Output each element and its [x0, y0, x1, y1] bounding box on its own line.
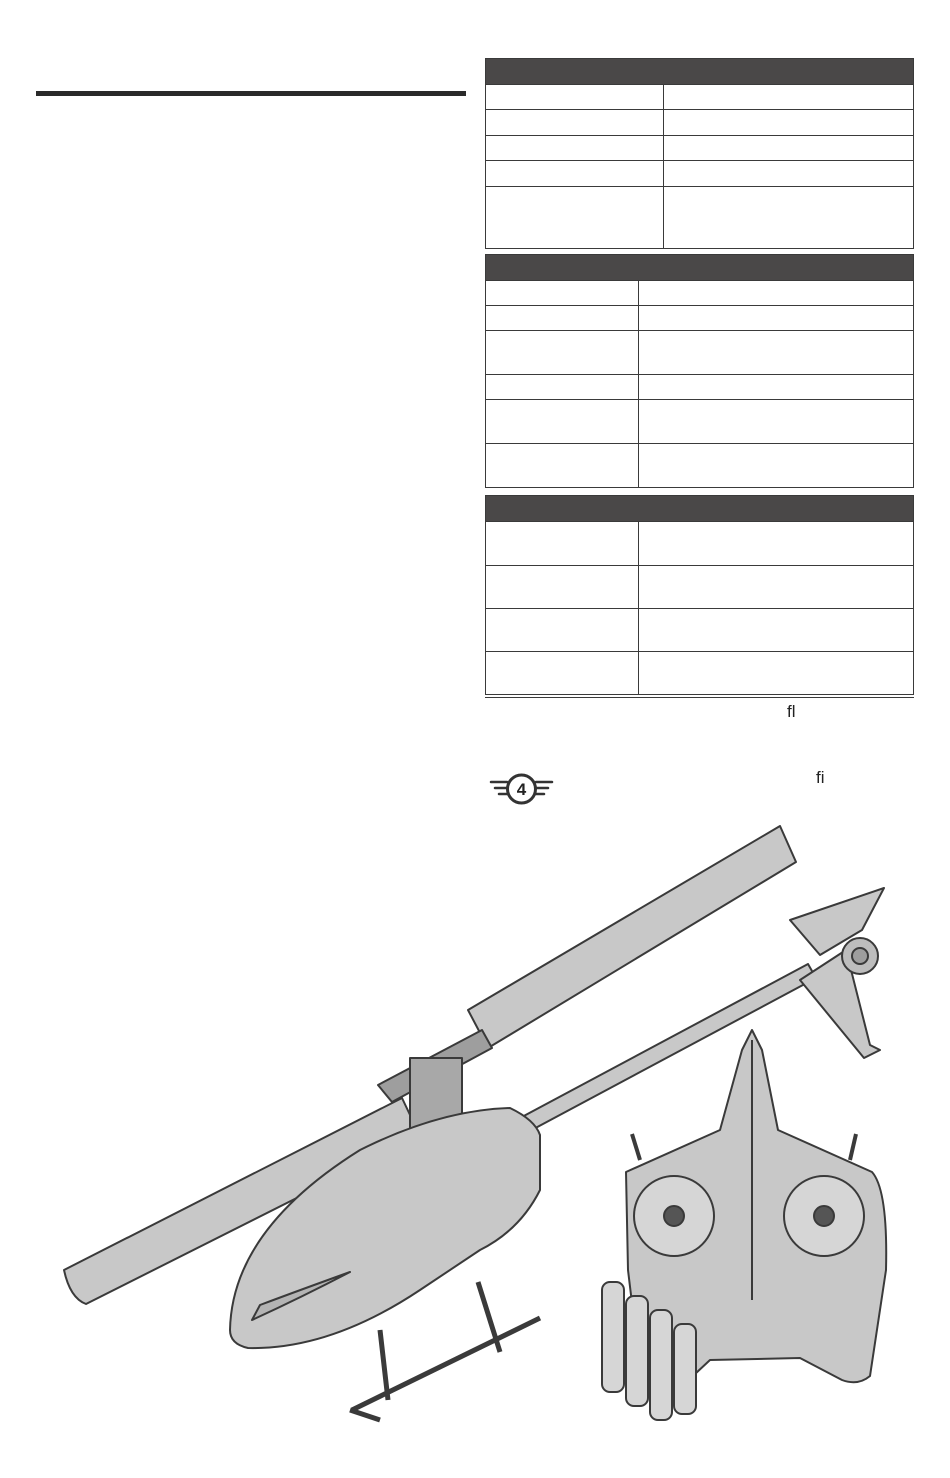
battery-icon	[602, 1282, 624, 1392]
battery-icon	[626, 1296, 648, 1406]
right-switch-icon	[850, 1134, 856, 1160]
battery-icon	[674, 1324, 696, 1414]
badge-number: 4	[516, 780, 527, 799]
battery-icon	[650, 1310, 672, 1420]
ligature-fi-text: fi	[816, 768, 825, 787]
ligature-fl-text: fl	[787, 702, 796, 721]
tables-bottom-rule	[485, 697, 914, 698]
helicopter-canopy	[230, 1108, 540, 1348]
left-switch-icon	[632, 1134, 640, 1160]
